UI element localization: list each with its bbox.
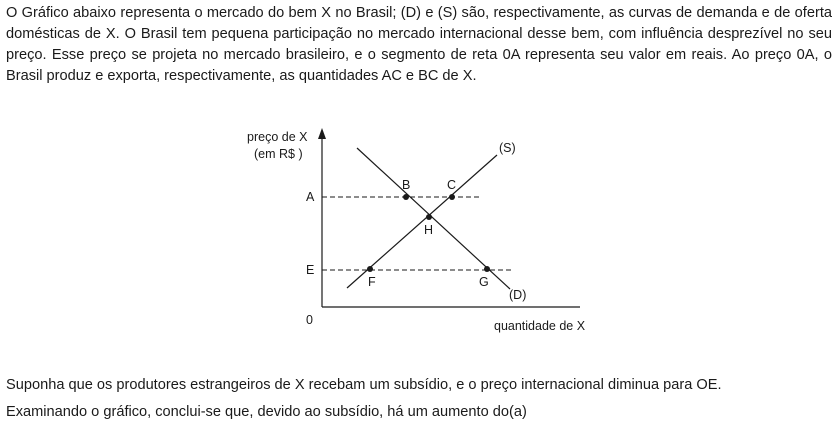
point-g-label: G [479,275,489,289]
question-line-2: Examinando o gráfico, conclui-se que, devido ao subsídio, há um aumento do(a) [6,404,527,420]
point-h [426,214,432,220]
origin-label: 0 [306,313,313,327]
price-level-a-label: A [306,190,315,204]
y-axis-label-line2: (em R$ ) [254,147,303,161]
point-c [449,194,455,200]
y-axis-arrow [318,128,326,139]
price-level-e-label: E [306,263,315,277]
point-c-label: C [447,178,457,192]
point-h-label: H [424,223,434,237]
question-line-1: Suponha que os produtores estrangeiros de X recebam um subsídio, e o preço internacional diminua para OE. [6,377,722,393]
x-axis-label: quantidade de X [494,319,586,333]
point-f [367,266,373,272]
intro-paragraph: O Gráfico abaixo representa o mercado do bem X no Brasil; (D) e (S) são, respectivamente, as curvas de demanda e de oferta domésticas de X. O Brasil tem pequena participação no mercado internacional desse bem, com influência desprezível no seu preço. Esse preço se projeta no mercado brasileiro, e o segmento de reta 0A representa seu valor em reais. Ao preço 0A, o Brasil produz e exporta, respectivamente, as quantidades AC e BC de X. [6,5,832,84]
point-f-label: F [368,275,376,289]
y-axis-label-line1: preço de X [247,130,308,144]
point-g [484,266,490,272]
demand-curve-label: (D) [509,288,527,302]
point-b [403,194,409,200]
supply-curve-label: (S) [499,141,516,155]
point-b-label: B [402,178,411,192]
